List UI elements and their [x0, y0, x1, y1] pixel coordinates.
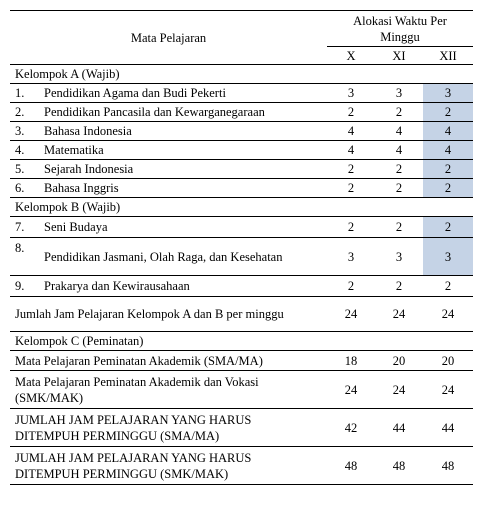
value-x: 3 [327, 84, 375, 103]
subject-name: Pendidikan Pancasila dan Kewarganegaraan [44, 103, 327, 122]
value-x: 2 [327, 179, 375, 198]
value-xii: 2 [423, 179, 473, 198]
value-xi: 24 [375, 297, 423, 332]
table-row [10, 103, 473, 122]
subject-name: Bahasa Inggris [44, 179, 327, 198]
allocation-header: Alokasi Waktu Per Minggu [327, 11, 473, 47]
value-xi: 2 [375, 160, 423, 179]
row-number: 6. [10, 179, 44, 198]
table-row [10, 122, 473, 141]
value-xi: 3 [375, 238, 423, 276]
row-number: 3. [10, 122, 44, 141]
value-x: 2 [327, 103, 375, 122]
value-xii: 4 [423, 122, 473, 141]
grade-xi-header: XI [375, 47, 423, 65]
subject-name: Pendidikan Agama dan Budi Pekerti [44, 84, 327, 103]
subject-name: Prakarya dan Kewirausahaan [44, 276, 327, 297]
table-row [10, 276, 473, 297]
value-xii: 4 [423, 141, 473, 160]
value-x: 24 [327, 297, 375, 332]
value-x: 2 [327, 217, 375, 238]
value-xi: 4 [375, 122, 423, 141]
table-row [10, 179, 473, 198]
value-x: 4 [327, 141, 375, 160]
table-row [10, 371, 473, 409]
value-xii: 2 [423, 276, 473, 297]
group-a-title: Kelompok A (Wajib) [10, 65, 473, 84]
value-xi: 20 [375, 351, 423, 371]
value-xii: 20 [423, 351, 473, 371]
value-xii: 3 [423, 238, 473, 276]
curriculum-table [10, 10, 473, 485]
total-smk-row [10, 447, 473, 485]
value-x: 2 [327, 276, 375, 297]
value-xi: 3 [375, 84, 423, 103]
total-sma-label: JUMLAH JAM PELAJARAN YANG HARUS DITEMPUH PERMINGGU (SMA/MA) [10, 409, 327, 447]
subject-name: Pendidikan Jasmani, Olah Raga, dan Kesehatan [44, 238, 327, 276]
table-row [10, 84, 473, 103]
grade-xii-header: XII [423, 47, 473, 65]
value-xi: 24 [375, 371, 423, 409]
group-c-title-row [10, 332, 473, 351]
value-xi: 2 [375, 103, 423, 122]
value-x: 3 [327, 238, 375, 276]
value-xi: 2 [375, 276, 423, 297]
group-b-title-row [10, 198, 473, 217]
value-xii: 2 [423, 160, 473, 179]
subject-name: Bahasa Indonesia [44, 122, 327, 141]
subject-name: Matematika [44, 141, 327, 160]
total-ab-label: Jumlah Jam Pelajaran Kelompok A dan B per minggu [10, 297, 327, 332]
value-xi: 4 [375, 141, 423, 160]
row-number: 7. [10, 217, 44, 238]
value-xi: 2 [375, 217, 423, 238]
subject-name: Seni Budaya [44, 217, 327, 238]
value-xi: 48 [375, 447, 423, 485]
value-xii: 44 [423, 409, 473, 447]
value-x: 42 [327, 409, 375, 447]
row-number: 2. [10, 103, 44, 122]
value-x: 24 [327, 371, 375, 409]
value-xii: 3 [423, 84, 473, 103]
subject-name: Mata Pelajaran Peminatan Akademik dan Vokasi (SMK/MAK) [10, 371, 327, 409]
row-number: 9. [10, 276, 44, 297]
table-row [10, 217, 473, 238]
total-smk-label: JUMLAH JAM PELAJARAN YANG HARUS DITEMPUH PERMINGGU (SMK/MAK) [10, 447, 327, 485]
table-row [10, 141, 473, 160]
header-row [10, 11, 473, 47]
value-xi: 44 [375, 409, 423, 447]
value-xii: 48 [423, 447, 473, 485]
value-xii: 2 [423, 103, 473, 122]
table-row [10, 351, 473, 371]
value-xii: 24 [423, 371, 473, 409]
row-number: 8. [10, 238, 44, 276]
subject-name: Mata Pelajaran Peminatan Akademik (SMA/MA) [10, 351, 327, 371]
value-x: 2 [327, 160, 375, 179]
group-c-title: Kelompok C (Peminatan) [10, 332, 473, 351]
group-b-title: Kelompok B (Wajib) [10, 198, 473, 217]
grade-x-header: X [327, 47, 375, 65]
table-row [10, 238, 473, 276]
value-x: 4 [327, 122, 375, 141]
curriculum-table-container [10, 10, 473, 485]
value-x: 18 [327, 351, 375, 371]
value-x: 48 [327, 447, 375, 485]
value-xii: 2 [423, 217, 473, 238]
table-row [10, 160, 473, 179]
row-number: 5. [10, 160, 44, 179]
total-ab-row [10, 297, 473, 332]
subject-name: Sejarah Indonesia [44, 160, 327, 179]
subject-header: Mata Pelajaran [10, 11, 327, 65]
value-xii: 24 [423, 297, 473, 332]
value-xi: 2 [375, 179, 423, 198]
row-number: 4. [10, 141, 44, 160]
row-number: 1. [10, 84, 44, 103]
group-a-title-row [10, 65, 473, 84]
total-sma-row [10, 409, 473, 447]
